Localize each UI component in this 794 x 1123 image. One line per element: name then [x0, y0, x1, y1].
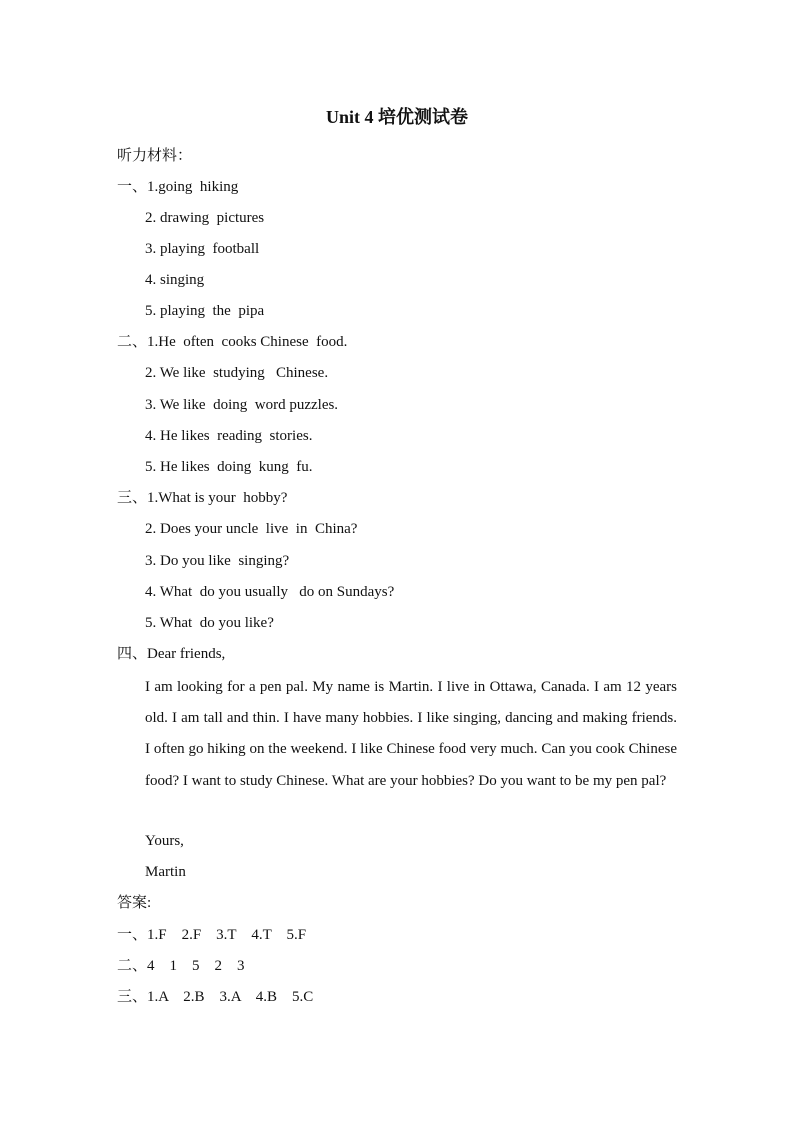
answer-line: 二、4 1 5 2 3 [117, 958, 245, 974]
part2-item: 2. We like studying Chinese. [145, 365, 329, 381]
listening-heading: 听力材料： [117, 148, 193, 164]
part2-item: 3. We like doing word puzzles. [145, 397, 339, 413]
part1-item: 2. drawing pictures [145, 210, 265, 226]
part3-item: 3. Do you like singing? [145, 553, 290, 569]
part2-item: 5. He likes doing kung fu. [145, 459, 313, 475]
part3-label: 三、1.What is your hobby? [117, 490, 288, 506]
answer-line: 一、1.F 2.F 3.T 4.T 5.F [117, 927, 307, 943]
page-title: Unit 4 培优测试卷 [325, 107, 468, 127]
part1-label: 一、1.going hiking [117, 179, 239, 195]
answers-heading: 答案: [117, 895, 152, 911]
part4-label: 四、Dear friends, [117, 646, 226, 662]
part1-item: 5. playing the pipa [145, 303, 265, 319]
letter-paragraph: I am looking for a pen pal. My name is Martin. I live in Ottawa, Canada. I am 12 years old. I am tall and thin. I have many hobbies. I like singing, dancing and making friends. I often go hiking on the weekend. I like Chinese food very much. Can you cook Chinese food? I want to study Chinese. What are your hobbies? Do you want to be my pen pal? [145, 679, 677, 789]
part3-item: 2. Does your uncle live in China? [145, 521, 358, 537]
part1-item: 3. playing football [145, 241, 260, 257]
part1-item: 4. singing [145, 272, 205, 288]
part2-item: 4. He likes reading stories. [145, 428, 313, 444]
answer-line: 三、1.A 2.B 3.A 4.B 5.C [117, 989, 314, 1005]
part3-item: 5. What do you like? [145, 615, 274, 631]
part2-label: 二、1.He often cooks Chinese food. [117, 334, 348, 350]
letter-signature: Martin [145, 864, 186, 880]
letter-closing: Yours, [145, 833, 184, 849]
part3-item: 4. What do you usually do on Sundays? [145, 584, 395, 600]
